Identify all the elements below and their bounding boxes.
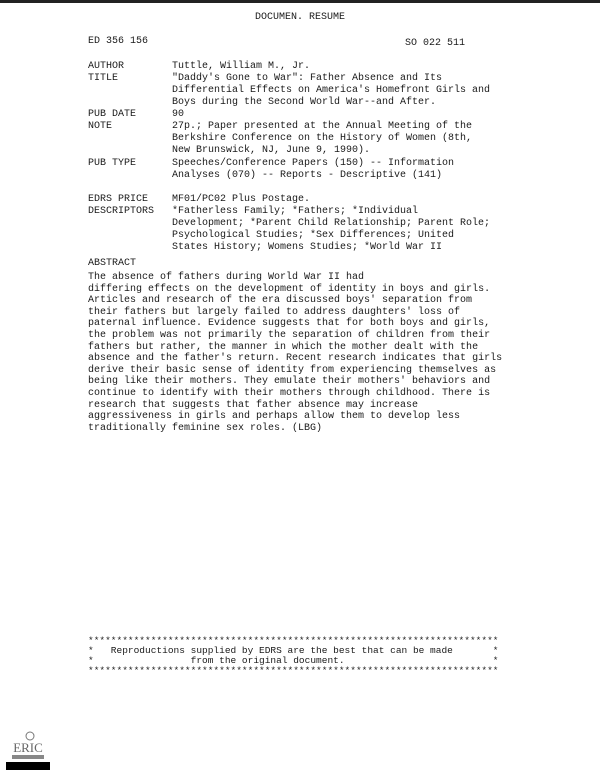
field-value: MF01/PC02 Plus Postage. [172, 194, 311, 205]
field-value: 90 [172, 109, 185, 120]
field-pub-date [88, 109, 512, 121]
field-pub-type [88, 158, 512, 182]
field-note [88, 121, 512, 157]
ed-number: ED 356 156 [88, 36, 149, 47]
abstract-heading: ABSTRACT [88, 258, 137, 269]
abstract-text: The absence of fathers during World War II had differing effects on the development of identity in boys and girls. Articles and research of the era discussed boys' separation from their fathers but largely failed to address daughters' loss of paternal influence. Evidence suggests that for both boys and girls, the problem was not primarily the separation of children from their fathers but rather, the manner in which the mother dealt with the absence and the father's return. Recent research indicates that girls derive their basic sense of identity from experiencing themselves as being like their mothers. They emulate their mothers' behaviors and continue to identify with their mothers through childhood. There is research that suggests that father absence may increase aggressiveness in girls and perhaps allow them to develop less traditionally feminine sex roles. (LBG) [88, 272, 503, 434]
field-label: TITLE [88, 73, 119, 84]
field-value: "Daddy's Gone to War": Father Absence and Its Differential Effects on America's Homefront Girls and Boys during the Second World War--and After. [172, 73, 491, 108]
field-value: *Fatherless Family; *Fathers; *Individual Development; *Parent Child Relationship; Parent Role; Psychological Studies; *Sex Differences; United States History; Womens Studies; *World War II [172, 206, 491, 253]
field-value: Speeches/Conference Papers (150) -- Information Analyses (070) -- Reports - Descriptive (141) [172, 158, 455, 181]
field-author [88, 61, 512, 73]
field-label: EDRS PRICE [88, 194, 149, 205]
svg-text:ERIC: ERIC [13, 740, 43, 755]
field-label: PUB DATE [88, 109, 137, 120]
field-descriptors [88, 206, 512, 254]
field-label: AUTHOR [88, 61, 125, 72]
field-value: 27p.; Paper presented at the Annual Meeting of the Berkshire Conference on the History of Women (8th, New Brunswick, NJ, June 9, 1990). [172, 121, 473, 156]
field-label: PUB TYPE [88, 158, 137, 169]
reproduction-notice: ************************************************************************ * Reproductions supplied by EDRS are the best that can be made * * from the original document. * ************************************************************************ [88, 635, 499, 676]
field-edrs-price [88, 194, 512, 206]
eric-logo [6, 730, 50, 770]
so-number: SO 022 511 [405, 38, 466, 49]
field-label: DESCRIPTORS [88, 206, 155, 217]
field-label: NOTE [88, 121, 113, 132]
scan-edge [0, 0, 600, 3]
document-header: DOCUMEN. RESUME [254, 12, 345, 23]
field-title [88, 73, 512, 109]
field-value: Tuttle, William M., Jr. [172, 61, 311, 72]
